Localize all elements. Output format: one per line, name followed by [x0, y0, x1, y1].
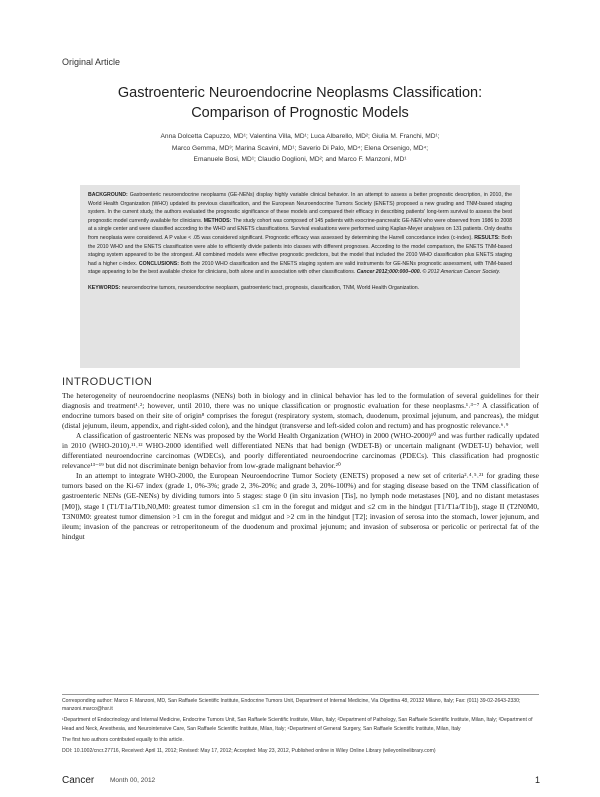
author-list	[70, 131, 530, 166]
conclusions-text: Both the 2010 WHO classification and the ENETS staging system are valid instruments for GE-NENs prognostic assessment, with TNM-based stage appearing to be the best available choice for clinicians, both alone and in association with other classifications.	[88, 260, 512, 276]
article-title	[60, 83, 540, 123]
background-text: Gastroenteric neuroendocrine neoplasms (GE-NENs) display highly variable clinical behavior. In an attempt to assess a better prognostic description, in 2010, the World Health Organization (WHO) updated its previous classification, and the European Neuroendocrine Tumors Society (ENETS) proposed a new grading and TNM-based staging system. In the current study, the authors evaluated the prognostic significance of these models and compared their efficacy in describing patients' long-term survival to assess the best prognostic model currently available for clinicians.	[88, 192, 512, 224]
keywords-label: KEYWORDS:	[88, 284, 121, 291]
title-line-1: Gastroenteric Neuroendocrine Neoplasms Classification:	[117, 85, 483, 101]
introduction-body	[62, 391, 539, 542]
issue-date: Month 00, 2012	[110, 777, 156, 784]
abstract-box	[80, 185, 520, 368]
affiliations: ¹Department of Endocrinology and Internal Medicine, Endocrine Tumors Unit, San Raffaele Scientific Institute, Milan, Italy; ²Department of Pathology, San Raffaele Scientific Institute, Milan, Italy; ³Department of Head and Neck, Anesthesia, and Neurointensive Care, San Raffaele Scientific Institute, Milan, Italy; ⁴Department of General Surgery, San Raffaele Scientific Institute, Milan, Italy	[62, 717, 533, 732]
journal-name: Cancer	[62, 775, 95, 786]
intro-paragraph-1: The heterogeneity of neuroendocrine neoplasms (NENs) both in biology and in clinical behavior has led to the formulation of several guidelines for their diagnosis and treatment¹˒²; however, until 2010, there was no unique classification or prognostic evaluation for these neoplasms.¹˒³⁻⁷ A classification of endocrine tumors based on their site of origin⁸ comprises the foregut (respiratory system, stomach, duodenum, proximal jejunum, and pancreas), the midgut (distal jejunum, ileum, appendix, and right-sided colon), and the hindgut (transverse and left-sided colon and rectum) and has prognostic relevance.⁶˒⁹	[62, 391, 539, 431]
title-line-2: Comparison of Prognostic Models	[191, 105, 409, 121]
results-text: Both the 2010 WHO and the ENETS classification were able to efficiently divide patients into classes with different prognoses. According to the model comparison, the ENETS TNM-based staging system appeared to be the strongest. All combined models were effective prognostic predictors, but the model that included the 2010 WHO classification plus ENETS staging had a higher c-index.	[88, 234, 512, 267]
section-heading-introduction: INTRODUCTION	[62, 376, 153, 388]
background-label: BACKGROUND:	[88, 192, 128, 198]
page-number: 1	[534, 775, 540, 785]
author-line-3: Emanuele Bosi, MD¹; Claudio Doglioni, MD²; and Marco F. Manzoni, MD¹	[193, 156, 407, 163]
methods-text: The study cohort was composed of 145 patients with exocrine-pancreatic GE-NEN who were observed from 1986 to 2008 at a single center and were classified according to the WHO and ENETS classifications. Survival evaluations were performed using Kaplan-Meyer analyses on 131 patients. Only deaths from neoplasia were considered. A P value < .05 was considered significant. Prognostic efficacy was assessed by determining the Harrell concordance index (c-index).	[88, 217, 512, 241]
intro-paragraph-3: In an attempt to integrate WHO-2000, the European Neuroendocrine Tumor Society (ENETS) proposed a new set of criteria²˒⁴˒⁵˒²¹ for grading these tumors based on the Ki-67 index (grade 1, 0%-3%; grade 2, 3%-20%; and grade 3, 20%-100%) and for staging disease based on the TNM classification of gastroenteric NENs (GE-NENs) by dividing tumors into 5 stages: stage 0 (in situ invasion [Tis], no lymph node metastases [N0], and no distant metastases [M0]), stage I (T1/T1a/T1b,N0,M0: greatest tumor dimension ≤1 cm in the foregut and midgut and ≤2 cm in the hindgut [T1/T1a/T1b]), stage II (T2N0M0, T3N0M0: greatest tumor dimension >1 cm in the foregut and midgut and >2 cm in the hindgut [T2]; invasion of serosa into the stomach, lower jejunum, and ileum; invasion of the pancreas or retroperitoneum of the duodenum and proximal jejunum; and invasion of subserosa or pericolic or perirectal fat of the hindgut	[62, 471, 539, 541]
copyright: © 2012 American Cancer Society.	[421, 269, 501, 276]
intro-paragraph-2: A classification of gastroenteric NENs was proposed by the World Health Organization (WHO) in 2000 (WHO-2000)¹⁰ and was further radically updated in 2010 (WHO-2010).¹¹˒¹² WHO-2000 identified well differentiated NENs that had benign (WDET-B) or uncertain malignant (WDET-U) behavior, well differentiated neuroendocrine carcinomas (WDECs), and poorly differentiated neuroendocrine carcinomas (PDECs). This classification had prognostic relevance¹³⁻¹⁹ but did not discriminate benign behavior from low-grade malignant behavior.²⁰	[62, 431, 539, 471]
author-line-1: Anna Dolcetta Capuzzo, MD¹; Valentina Villa, MD¹; Luca Albarello, MD²; Giulia M. Franchi, MD¹;	[160, 133, 440, 140]
keywords-text: neuroendocrine tumors, neuroendocrine neoplasm, gastroenteric tract, prognosis, classification, TNM, World Health Organization.	[120, 284, 420, 291]
abstract-text	[88, 191, 512, 277]
article-type: Original Article	[62, 57, 121, 67]
footnote-divider	[62, 694, 539, 695]
doi-info: DOI: 10.1002/cncr.27716, Received: April 11, 2012; Revised: May 17, 2012; Accepted: May 23, 2012, Published online in Wiley Online Library (wileyonlinelibrary.com)	[62, 748, 436, 755]
conclusions-label: CONCLUSIONS:	[138, 260, 179, 267]
results-label: RESULTS:	[474, 234, 500, 241]
footnotes	[62, 697, 539, 755]
equal-contribution-note: The first two authors contributed equally to this article.	[62, 736, 184, 743]
corresponding-author: Corresponding author: Marco F. Manzoni, MD, San Raffaele Scientific Institute, Endocrine Tumors Unit, Department of Internal Medicine, Via Olgettina 48, 20132 Milano, Italy; Fax: (011) 39-02-2643-2330; manzoni.marco@hsr.it	[62, 698, 521, 713]
methods-label: METHODS:	[203, 217, 232, 224]
journal-citation: Cancer 2012;000:000–000.	[356, 269, 422, 276]
author-line-2: Marco Gemma, MD³; Marina Scavini, MD¹; Saverio Di Palo, MD⁴; Elena Orsenigo, MD⁴;	[171, 144, 429, 152]
keywords	[88, 284, 512, 293]
